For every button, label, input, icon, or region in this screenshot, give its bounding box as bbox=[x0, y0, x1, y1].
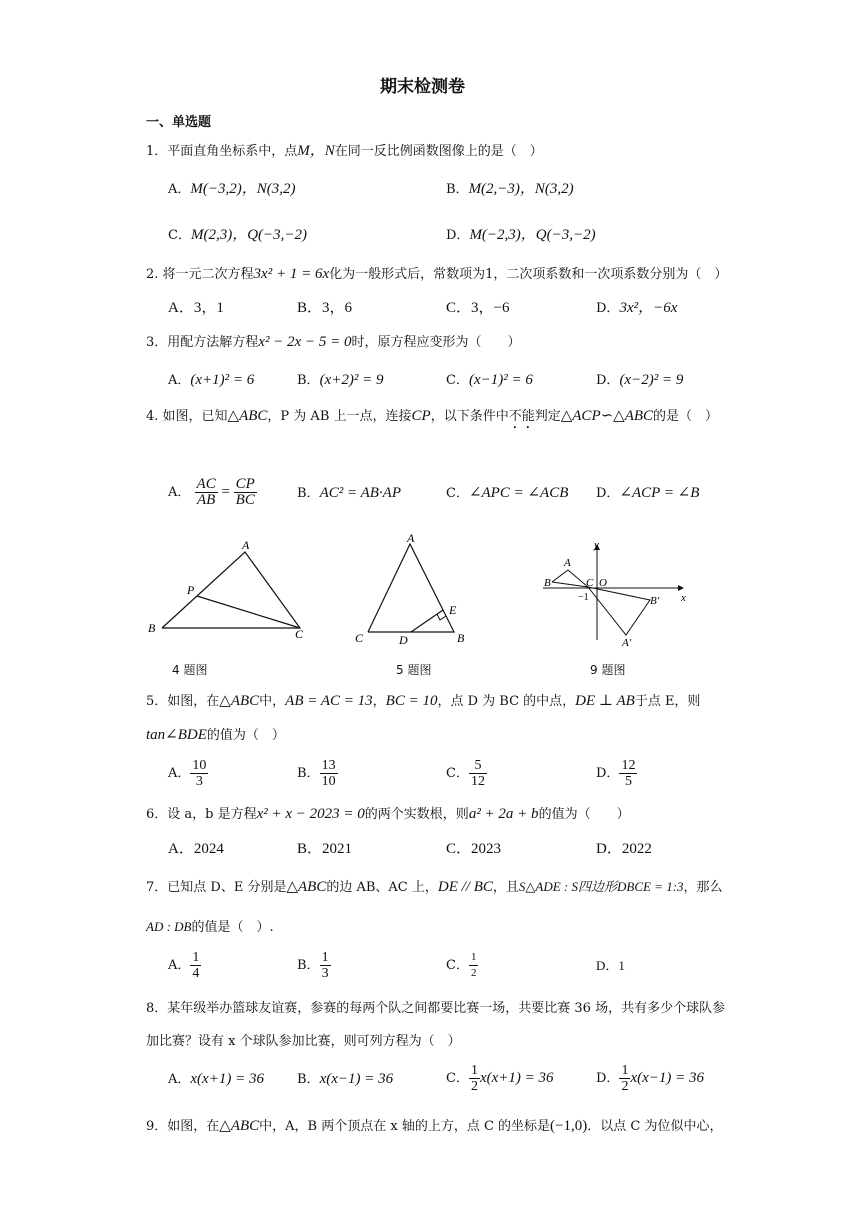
figure-4-triangle bbox=[140, 536, 320, 646]
figure-5-caption: 5 题图 bbox=[396, 663, 432, 677]
label-b: B bbox=[457, 631, 465, 645]
question-2-stem: 2. 将一元二次方程3x² + 1 = 6x化为一般形式后，常数项为1，二次项系数和一次项系数分别为（ ） bbox=[146, 266, 728, 282]
q5-option-a: A． $\frac{10}{3}$ bbox=[168, 758, 207, 789]
label-e: E bbox=[449, 603, 457, 617]
question-8-stem-line2: 加比赛？设有 x 个球队参加比赛，则可列方程为（ ） bbox=[146, 1034, 461, 1049]
section-heading: 一、单选题 bbox=[146, 115, 212, 130]
question-7-stem-line2: AD : DB的值是（ ）. bbox=[146, 919, 274, 935]
question-1-stem: 1．平面直角坐标系中，点M，N在同一反比例函数图像上的是（ ） bbox=[146, 143, 543, 159]
q8-option-d: D． $\frac{1}{2}$ x(x−1) = 36 bbox=[596, 1063, 704, 1094]
question-4-stem: 4. 如图，已知△ABC，P 为 AB 上一点，连接CP，以下条件中不能判定△ACP∽△ABC的是（ ） bbox=[146, 408, 719, 424]
label-c: C bbox=[586, 577, 594, 589]
q8-option-c: C． $\frac{1}{2}$ x(x+1) = 36 bbox=[446, 1063, 554, 1094]
q7-option-c: C． $\frac{1}{2}$ bbox=[446, 951, 477, 979]
figure-9-caption: 9 题图 bbox=[590, 663, 626, 677]
q8-option-a: A．x(x+1) = 36 bbox=[168, 1071, 264, 1087]
label-b: B bbox=[148, 621, 156, 635]
segment-cp bbox=[197, 596, 300, 628]
q6-option-b: B．2021 bbox=[297, 841, 353, 857]
label-c: C bbox=[295, 627, 304, 641]
q4-option-b: B．AC² = AB·AP bbox=[297, 485, 401, 501]
label-minus-one: −1 bbox=[578, 592, 589, 603]
label-d: D bbox=[399, 633, 408, 647]
q1-option-c: C．M(2,3)，Q(−3,−2) bbox=[168, 227, 308, 243]
page-title: 期末检测卷 bbox=[380, 77, 465, 97]
q8-option-b: B．x(x−1) = 36 bbox=[297, 1071, 394, 1087]
q6-option-c: C．2023 bbox=[446, 841, 502, 857]
q4-option-c: C．∠APC = ∠ACB bbox=[446, 485, 569, 501]
question-5-stem: 5．如图，在△ABC中，AB = AC = 13，BC = 10，点 D 为 BC 的中点，DE ⊥ AB于点 E，则 bbox=[146, 693, 701, 709]
label-a: A bbox=[407, 531, 415, 545]
question-8-stem-line1: 8．某年级举办篮球友谊赛，参赛的每两个队之间都要比赛一场，共要比赛 36 场，共有多少个球队参 bbox=[146, 1001, 726, 1016]
q5-option-d: D． $\frac{12}{5}$ bbox=[596, 758, 636, 789]
fraction: $\frac{AC}{AB}$ bbox=[196, 476, 216, 508]
right-angle-mark bbox=[437, 614, 446, 620]
label-a-prime: A′ bbox=[622, 637, 632, 649]
label-x: x bbox=[681, 592, 686, 604]
q1-option-d: D．M(−2,3)，Q(−3,−2) bbox=[446, 227, 596, 243]
q2-option-d: D．3x²，−6x bbox=[596, 300, 678, 316]
x-axis-arrow bbox=[678, 585, 684, 591]
label-a: A bbox=[242, 538, 250, 552]
q5-option-c: C． $\frac{5}{12}$ bbox=[446, 758, 485, 789]
q1-option-a: A．M(−3,2)，N(3,2) bbox=[168, 181, 296, 197]
label-b: B bbox=[544, 577, 551, 589]
question-7-stem: 7．已知点 D、E 分别是△ABC的边 AB、AC 上，DE // BC，且S△ADE : S四边形DBCE = 1:3，那么 bbox=[146, 879, 723, 895]
figure-4-caption: 4 题图 bbox=[172, 663, 208, 677]
triangle-abc bbox=[162, 552, 300, 628]
q3-option-b: B．(x+2)² = 9 bbox=[297, 372, 384, 388]
q7-option-d: D．1 bbox=[596, 958, 625, 973]
q2-option-a: A．3，1 bbox=[168, 300, 224, 316]
segment-de bbox=[411, 610, 443, 632]
label-a: A bbox=[564, 557, 571, 569]
question-3-stem: 3．用配方法解方程x² − 2x − 5 = 0时，原方程应变形为（ ） bbox=[146, 334, 521, 350]
q3-option-c: C．(x−1)² = 6 bbox=[446, 372, 533, 388]
triangle-abc bbox=[552, 570, 588, 587]
q1-option-b: B．M(2,−3)，N(3,2) bbox=[446, 181, 574, 197]
question-9-stem: 9．如图，在△ABC中，A，B 两个顶点在 x 轴的上方，点 C 的坐标是(−1,0)．以点 C 为位似中心， bbox=[146, 1118, 723, 1134]
q4-option-a: A． $\frac{AC}{AB}$ = $\frac{CP}{BC}$ bbox=[168, 476, 255, 508]
q2-option-c: C．3，−6 bbox=[446, 300, 510, 316]
q7-option-a: A． $\frac{1}{4}$ bbox=[168, 950, 200, 981]
question-5-stem-line2: tan∠BDE的值为（ ） bbox=[146, 727, 285, 743]
figure-5-triangle bbox=[350, 530, 480, 650]
q3-option-a: A．(x+1)² = 6 bbox=[168, 372, 255, 388]
q4-option-d: D．∠ACP = ∠B bbox=[596, 485, 700, 501]
fraction: $\frac{CP}{BC}$ bbox=[235, 476, 255, 508]
label-c: C bbox=[355, 631, 364, 645]
label-p: P bbox=[187, 583, 195, 597]
q5-option-b: B． $\frac{13}{10}$ bbox=[297, 758, 336, 789]
q2-option-b: B．3，6 bbox=[297, 300, 353, 316]
label-b-prime: B′ bbox=[650, 595, 660, 607]
q6-option-d: D．2022 bbox=[596, 841, 652, 857]
q3-option-d: D．(x−2)² = 9 bbox=[596, 372, 684, 388]
figure-9-coordinate bbox=[538, 540, 688, 650]
q6-option-a: A．2024 bbox=[168, 841, 224, 857]
label-y: y bbox=[594, 540, 599, 551]
q7-option-b: B． $\frac{1}{3}$ bbox=[297, 950, 329, 981]
question-6-stem: 6．设 a，b 是方程x² + x − 2023 = 0的两个实数根，则a² + 2a + b的值为（ ） bbox=[146, 806, 630, 822]
label-o: O bbox=[599, 577, 607, 589]
